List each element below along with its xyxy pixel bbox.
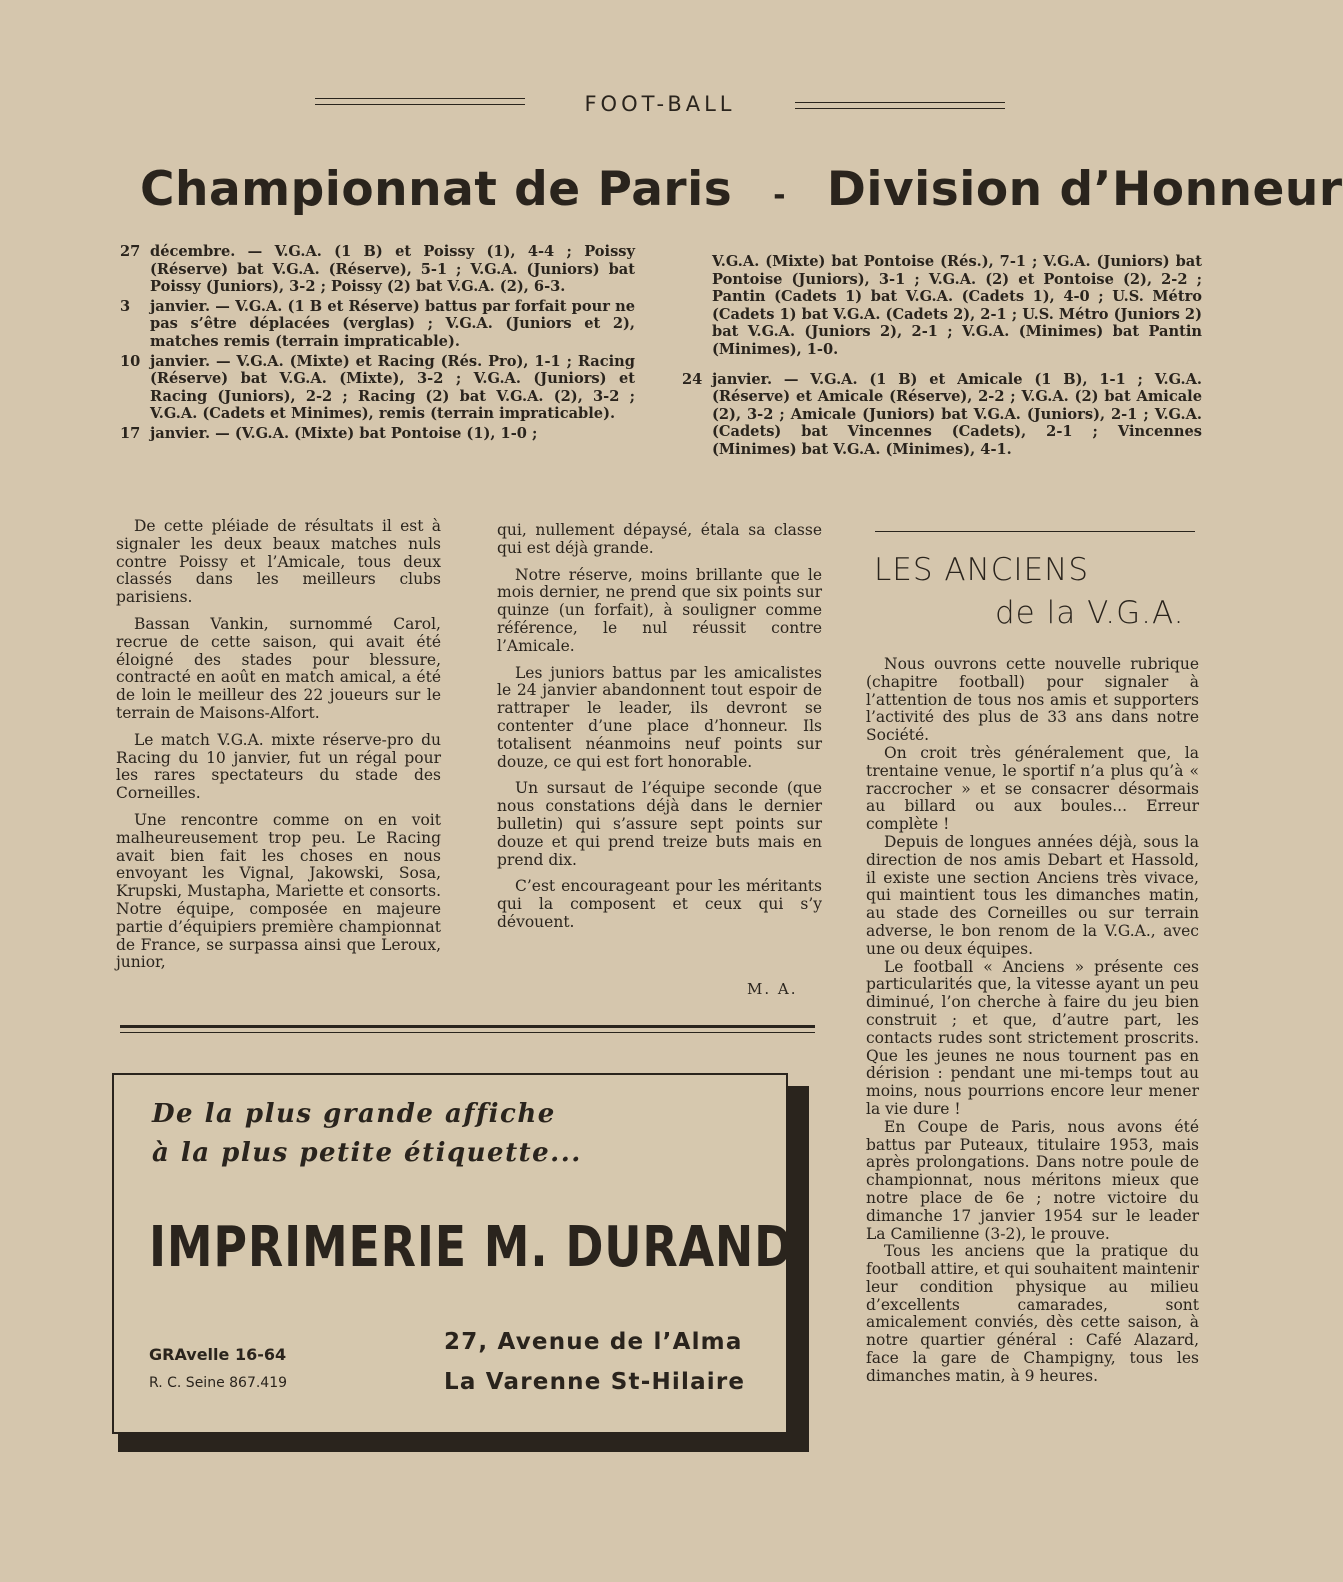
ad-slogan-line2: à la plus petite étiquette...	[152, 1138, 582, 1168]
results-left	[120, 243, 635, 445]
anciens-title-line1: LES ANCIENS	[874, 552, 1090, 588]
paragraph: Une rencontre comme on en voit malheureusement trop peu. Le Racing avait bien fait les choses en nous envoyant les Vignal, Jakowski, Sosa, Krupski, Mustapha, Mariette et consorts. Notre équipe, composée en majeure partie d’équipiers première championnat de France, se surpassa ainsi que Leroux, junior,	[116, 810, 441, 972]
ad-slogan-line1: De la plus grande affiche	[152, 1099, 556, 1129]
paragraph: C’est encourageant pour les méritants qui la composent et ceux qui s’y dévouent.	[497, 877, 822, 931]
ad-rc: R. C. Seine 867.419	[149, 1375, 288, 1391]
headline-separator: -	[773, 178, 787, 213]
result-entry: 3 janvier. — V.G.A. (1 B et Réserve) battus par forfait pour ne pas s’être déplacées (verglas) ; V.G.A. (Juniors et 2), matches remis (terrain impraticable).	[120, 297, 635, 350]
ad-brand: IMPRIMERIE M. DURAND	[149, 1215, 794, 1280]
anciens-body	[866, 656, 1199, 1386]
advertisement	[112, 1073, 794, 1434]
paragraph: De cette pléiade de résultats il est à signaler les deux beaux matches nuls contre Poissy et l’Amicale, tous deux classés dans les meilleurs clubs parisiens.	[116, 517, 441, 607]
rubric-title: FOOT-BALL	[584, 92, 736, 116]
ad-address-line2: La Varenne St-Hilaire	[444, 1369, 746, 1395]
anciens-title-line2: de la V.G.A.	[995, 595, 1185, 631]
headline-part2: Division d’Honneur	[826, 162, 1343, 217]
paragraph: En Coupe de Paris, nous avons été battus par Puteaux, titulaire 1953, mais après prolongations. Dans notre poule de championnat, nous méritons mieux que notre place de 6e ; notre victoire du dimanche 17 janvier 1954 sur le leader La Camilienne (3-2), le prouve.	[866, 1117, 1199, 1243]
rubric-rule-right	[795, 102, 1005, 109]
result-entry: 17 janvier. — (V.G.A. (Mixte) bat Pontoise (1), 1-0 ;	[120, 424, 538, 442]
article-column-2	[497, 522, 822, 941]
result-entry: 27 décembre. — V.G.A. (1 B) et Poissy (1), 4-4 ; Poissy (Réserve) bat V.G.A. (Réserve), 5-1 ; V.G.A. (Juniors) bat Poissy (Juniors), 3-2 ; Poissy (2) bat V.G.A. (2), 6-3.	[120, 243, 635, 296]
ad-phone: GRAvelle 16-64	[149, 1345, 287, 1364]
paragraph: qui, nullement dépaysé, étala sa classe qui est déjà grande.	[497, 521, 822, 557]
paragraph: Le match V.G.A. mixte réserve-pro du Racing du 10 janvier, fut un régal pour les rares spectateurs du stade des Corneilles.	[116, 730, 441, 803]
paragraph: Nous ouvrons cette nouvelle rubrique (chapitre football) pour signaler à l’attention de tous nos amis et supporters l’activité des plus de 33 ans dans notre Société.	[866, 655, 1199, 745]
paragraph: Notre réserve, moins brillante que le mois dernier, ne prend que six points sur quinze (un forfait), à souligner comme référence, le nul réussit contre l’Amicale.	[497, 565, 822, 655]
section-rule-thin	[120, 1032, 815, 1033]
signature: M. A.	[747, 980, 798, 998]
paragraph: Un sursaut de l’équipe seconde (que nous constations déjà dans le dernier bulletin) qui s’assure sept points sur douze et qui prend treize buts mais en prend dix.	[497, 779, 822, 869]
paragraph: On croit très généralement que, la trentaine venue, le sportif n’a plus qu’à « raccrocher » et se consacrer désormais au billard ou aux boules... Erreur complète !	[866, 743, 1199, 834]
paragraph: Les juniors battus par les amicalistes le 24 janvier abandonnent tout espoir de rattraper le leader, ils devront se contenter d’une place d’honneur. Ils totalisent néanmoins neuf points sur douze, ce qui est fort honorable.	[497, 663, 822, 771]
headline-part1: Championnat de Paris	[140, 162, 733, 217]
paragraph: Bassan Vankin, surnommé Carol, recrue de cette saison, qui avait été éloigné des stades pour blessure, contracté en août en match amical, a été de loin le meilleur des 22 joueurs sur le terrain de Maisons-Alfort.	[116, 614, 441, 722]
result-entry: 24 janvier. — V.G.A. (1 B) et Amicale (1 B), 1-1 ; V.G.A. (Réserve) et Amicale (Réserve), 2-2 ; V.G.A. (2) bat Amicale (2), 3-2 ; Amicale (Juniors) bat V.G.A. (Juniors), 2-1 ; V.G.A. (Cadets) bat Vincennes (Cadets), 2-1 ; Vincennes (Minimes) bat V.G.A. (Minimes), 4-1.	[682, 370, 1202, 458]
article-column-1	[116, 518, 441, 981]
headline	[140, 162, 1343, 217]
paragraph: Depuis de longues années déjà, sous la direction de nos amis Debart et Hassold, il existe une section Anciens très vivace, qui maintient tous les dimanches matin, au stade des Corneilles ou sur terrain adverse, le bon renom de la V.G.A., avec une ou deux équipes.	[866, 832, 1199, 958]
paragraph: Tous les anciens que la pratique du football attire, et qui souhaitent maintenir leur condition physique au milieu d’excellents camarades, sont amicalement conviés, dès cette saison, à notre quartier général : Café Alazard, face la gare de Champigny, tous les dimanches matin, à 9 heures.	[866, 1242, 1199, 1385]
result-entry: 10 janvier. — V.G.A. (Mixte) et Racing (Rés. Pro), 1-1 ; Racing (Réserve) bat V.G.A. (Mixte), 3-2 ; V.G.A. (Juniors) et Racing (Juniors), 2-2 ; Racing (2) bat V.G.A. (2), 3-2 ; V.G.A. (Cadets et Minimes), remis (terrain impraticable).	[120, 352, 635, 423]
ad-address-line1: 27, Avenue de l’Alma	[444, 1329, 743, 1355]
anciens-top-rule	[875, 531, 1195, 532]
results-right	[682, 253, 1202, 461]
result-entry-continued: V.G.A. (Mixte) bat Pontoise (Rés.), 7-1 ; V.G.A. (Juniors) bat Pontoise (Juniors), 3-1 ; V.G.A. (2) et Pontoise (2), 2-2 ; Pantin (Cadets 1) bat V.G.A. (Cadets 1), 4-0 ; U.S. Métro (Cadets 1) bat V.G.A. (Cadets 2), 2-1 ; U.S. Métro (Juniors 2) bat V.G.A. (Juniors 2), 2-1 ; V.G.A. (Minimes) bat Pantin (Minimes), 1-0.	[712, 253, 1202, 358]
section-rule	[120, 1025, 815, 1028]
paragraph: Le football « Anciens » présente ces particularités que, la vitesse ayant un peu diminué, l’on cherche à faire du jeu bien construit ; et que, d’autre part, les contacts rudes sont strictement proscrits. Que les jeunes ne nous tournent pas en dérision : pendant une mi-temps tout au moins, nous pourrions encore leur mener la vie dure !	[866, 957, 1199, 1118]
